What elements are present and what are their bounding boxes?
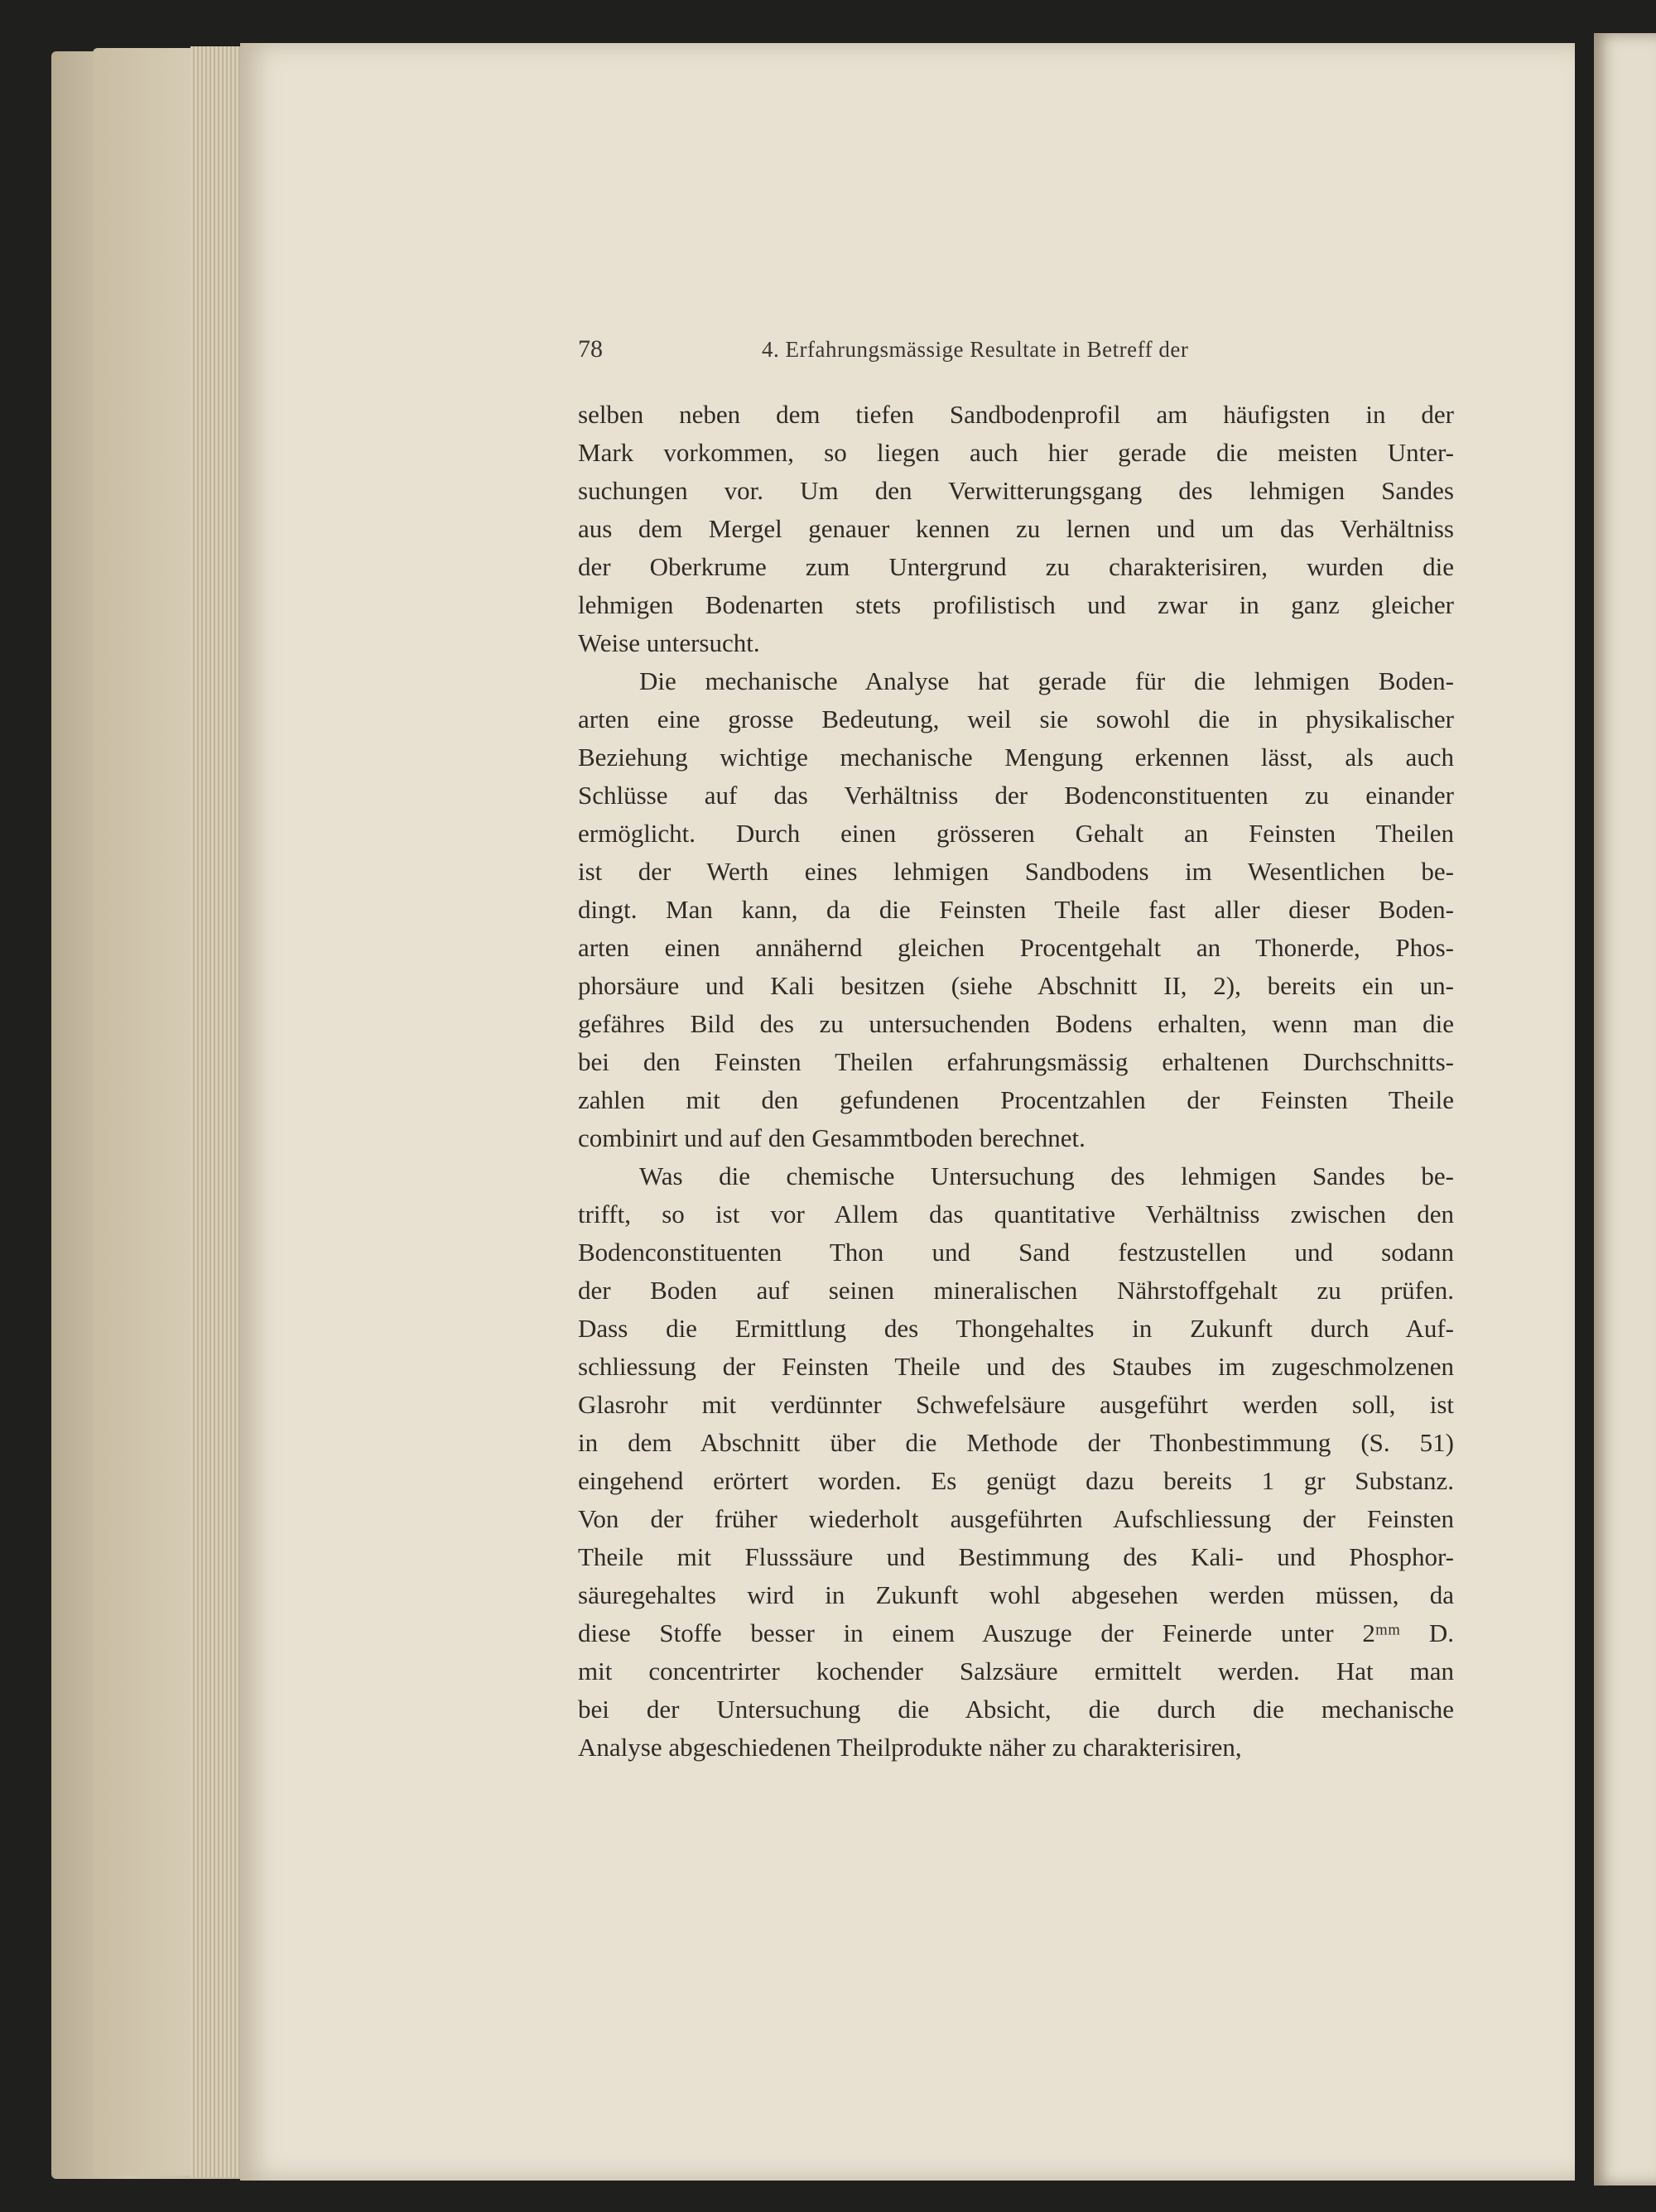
body-text bbox=[578, 396, 1454, 1767]
text-line: ermöglicht. Durch einen grösseren Gehalt an Feinsten Theilen bbox=[578, 819, 1454, 848]
text-line: arten einen annähernd gleichen Procentgehalt an Thonerde, Phos- bbox=[578, 933, 1454, 962]
text-line: Theile mit Flusssäure und Bestimmung des Kali- und Phosphor- bbox=[578, 1542, 1454, 1571]
text-line: säuregehaltes wird in Zukunft wohl abgesehen werden müssen, da bbox=[578, 1580, 1454, 1609]
text-line: bei der Untersuchung die Absicht, die durch die mechanische bbox=[578, 1695, 1454, 1724]
text-line: selben neben dem tiefen Sandbodenprofil am häufigsten in der bbox=[578, 400, 1454, 429]
text-line: Mark vorkommen, so liegen auch hier gerade die meisten Unter- bbox=[578, 438, 1454, 467]
text-line: arten eine grosse Bedeutung, weil sie sowohl die in physikalischer bbox=[578, 704, 1454, 733]
text-line: Analyse abgeschiedenen Theilprodukte näher zu charakterisiren, bbox=[578, 1733, 1242, 1762]
text-line: der Oberkrume zum Untergrund zu charakterisiren, wurden die bbox=[578, 552, 1454, 581]
page-number: 78 bbox=[578, 335, 603, 363]
text-line: zahlen mit den gefundenen Procentzahlen der Feinsten Theile bbox=[578, 1085, 1454, 1114]
text-line: dingt. Man kann, da die Feinsten Theile fast aller dieser Boden- bbox=[578, 895, 1454, 924]
text-line: mit concentrirter kochender Salzsäure ermittelt werden. Hat man bbox=[578, 1657, 1454, 1685]
text-line: combinirt und auf den Gesammtboden berechnet. bbox=[578, 1123, 1086, 1152]
facing-page-edge bbox=[1594, 33, 1656, 2186]
text-line: Von der früher wiederholt ausgeführten Aufschliessung der Feinsten bbox=[578, 1504, 1454, 1533]
text-line: suchungen vor. Um den Verwitterungsgang des lehmigen Sandes bbox=[578, 476, 1454, 505]
text-line: schliessung der Feinsten Theile und des Staubes im zugeschmolzenen bbox=[578, 1352, 1454, 1381]
paragraph bbox=[578, 1157, 1454, 1767]
running-title: 4. Erfahrungsmässige Resultate in Betreff der bbox=[762, 337, 1189, 362]
text-line: Beziehung wichtige mechanische Mengung erkennen lässt, als auch bbox=[578, 743, 1454, 772]
paragraph bbox=[578, 662, 1454, 1157]
paragraph bbox=[578, 396, 1454, 662]
text-line: trifft, so ist vor Allem das quantitative Verhältniss zwischen den bbox=[578, 1200, 1454, 1229]
text-line: ist der Werth eines lehmigen Sandbodens im Wesentlichen be- bbox=[578, 857, 1454, 886]
text-line: Was die chemische Untersuchung des lehmigen Sandes be- bbox=[639, 1161, 1454, 1190]
text-line: Bodenconstituenten Thon und Sand festzustellen und sodann bbox=[578, 1238, 1454, 1267]
text-line: Weise untersucht. bbox=[578, 628, 760, 657]
text-line: der Boden auf seinen mineralischen Nährstoffgehalt zu prüfen. bbox=[578, 1276, 1454, 1305]
text-line: phorsäure und Kali besitzen (siehe Abschnitt II, 2), bereits ein un- bbox=[578, 971, 1454, 1000]
text-line: gefähres Bild des zu untersuchenden Bodens erhalten, wenn man die bbox=[578, 1009, 1454, 1038]
text-line: Glasrohr mit verdünnter Schwefelsäure ausgeführt werden soll, ist bbox=[578, 1390, 1454, 1419]
text-line: bei den Feinsten Theilen erfahrungsmässig erhaltenen Durchschnitts- bbox=[578, 1047, 1454, 1076]
text-line: diese Stoffe besser in einem Auszuge der Feinerde unter 2ᵐᵐ D. bbox=[578, 1618, 1454, 1647]
text-line: lehmigen Bodenarten stets profilistisch und zwar in ganz gleicher bbox=[578, 590, 1454, 619]
text-line: Die mechanische Analyse hat gerade für die lehmigen Boden- bbox=[639, 666, 1454, 695]
text-line: in dem Abschnitt über die Methode der Thonbestimmung (S. 51) bbox=[578, 1428, 1454, 1457]
text-line: eingehend erörtert worden. Es genügt dazu bereits 1 gr Substanz. bbox=[578, 1466, 1454, 1495]
text-line: Dass die Ermittlung des Thongehaltes in Zukunft durch Auf- bbox=[578, 1314, 1454, 1343]
text-line: Schlüsse auf das Verhältniss der Bodenconstituenten zu einander bbox=[578, 781, 1454, 810]
text-line: aus dem Mergel genauer kennen zu lernen und um das Verhältniss bbox=[578, 514, 1454, 543]
page-edges bbox=[190, 46, 242, 2177]
